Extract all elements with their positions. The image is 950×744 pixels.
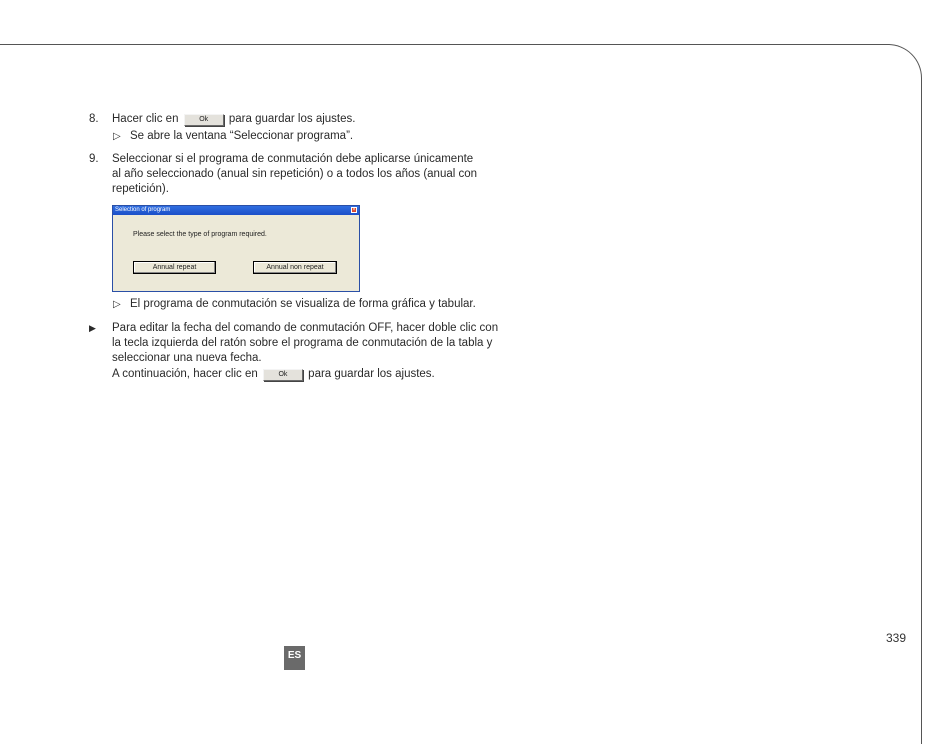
- step-9-number: 9.: [89, 153, 99, 165]
- bullet-triangle-icon: ▶: [89, 323, 96, 333]
- language-tab: ES: [284, 646, 305, 670]
- bullet-before: A continuación, hacer clic en: [112, 368, 258, 380]
- step-8-before: Hacer clic en: [112, 113, 179, 125]
- annual-non-repeat-button: Annual non repeat: [253, 261, 337, 274]
- bullet-line-1: Para editar la fecha del comando de conmutación OFF, hacer doble clic con: [112, 322, 499, 334]
- ok-button-inline-2: Ok: [263, 369, 303, 381]
- result-arrow-icon: ▷: [113, 299, 121, 310]
- close-icon: ×: [352, 207, 356, 213]
- dialog-title-bar: [113, 206, 359, 215]
- annual-repeat-button: Annual repeat: [133, 261, 216, 274]
- step-8-text: [112, 112, 355, 127]
- selection-of-program-dialog: [112, 205, 360, 292]
- step-9-line-1: Seleccionar si el programa de conmutación debe aplicarse únicamente: [112, 153, 474, 165]
- step-8-after: para guardar los ajustes.: [228, 113, 356, 125]
- bullet-line-2: la tecla izquierda del ratón sobre el programa de conmutación de la tabla y: [112, 337, 493, 349]
- ok-button-inline-1: Ok: [184, 114, 224, 126]
- bullet-line-3: seleccionar una nueva fecha.: [112, 352, 262, 364]
- page-number: 339: [886, 631, 907, 645]
- page-frame-border: [0, 44, 922, 744]
- step-8-result: Se abre la ventana “Seleccionar programa”.: [130, 130, 354, 142]
- bullet-line-4: [112, 367, 435, 382]
- step-9-line-3: repetición).: [112, 183, 169, 195]
- dialog-title: Selection of program: [115, 207, 171, 213]
- step-8-number: 8.: [89, 113, 99, 125]
- bullet-after: para guardar los ajustes.: [308, 368, 435, 380]
- step-9-line-2: al año seleccionado (anual sin repetición) o a todos los años (anual con: [112, 168, 478, 180]
- dialog-message: Please select the type of program required.: [133, 231, 267, 238]
- step-9-result: El programa de conmutación se visualiza de forma gráfica y tabular.: [130, 298, 476, 310]
- result-arrow-icon: ▷: [113, 131, 121, 142]
